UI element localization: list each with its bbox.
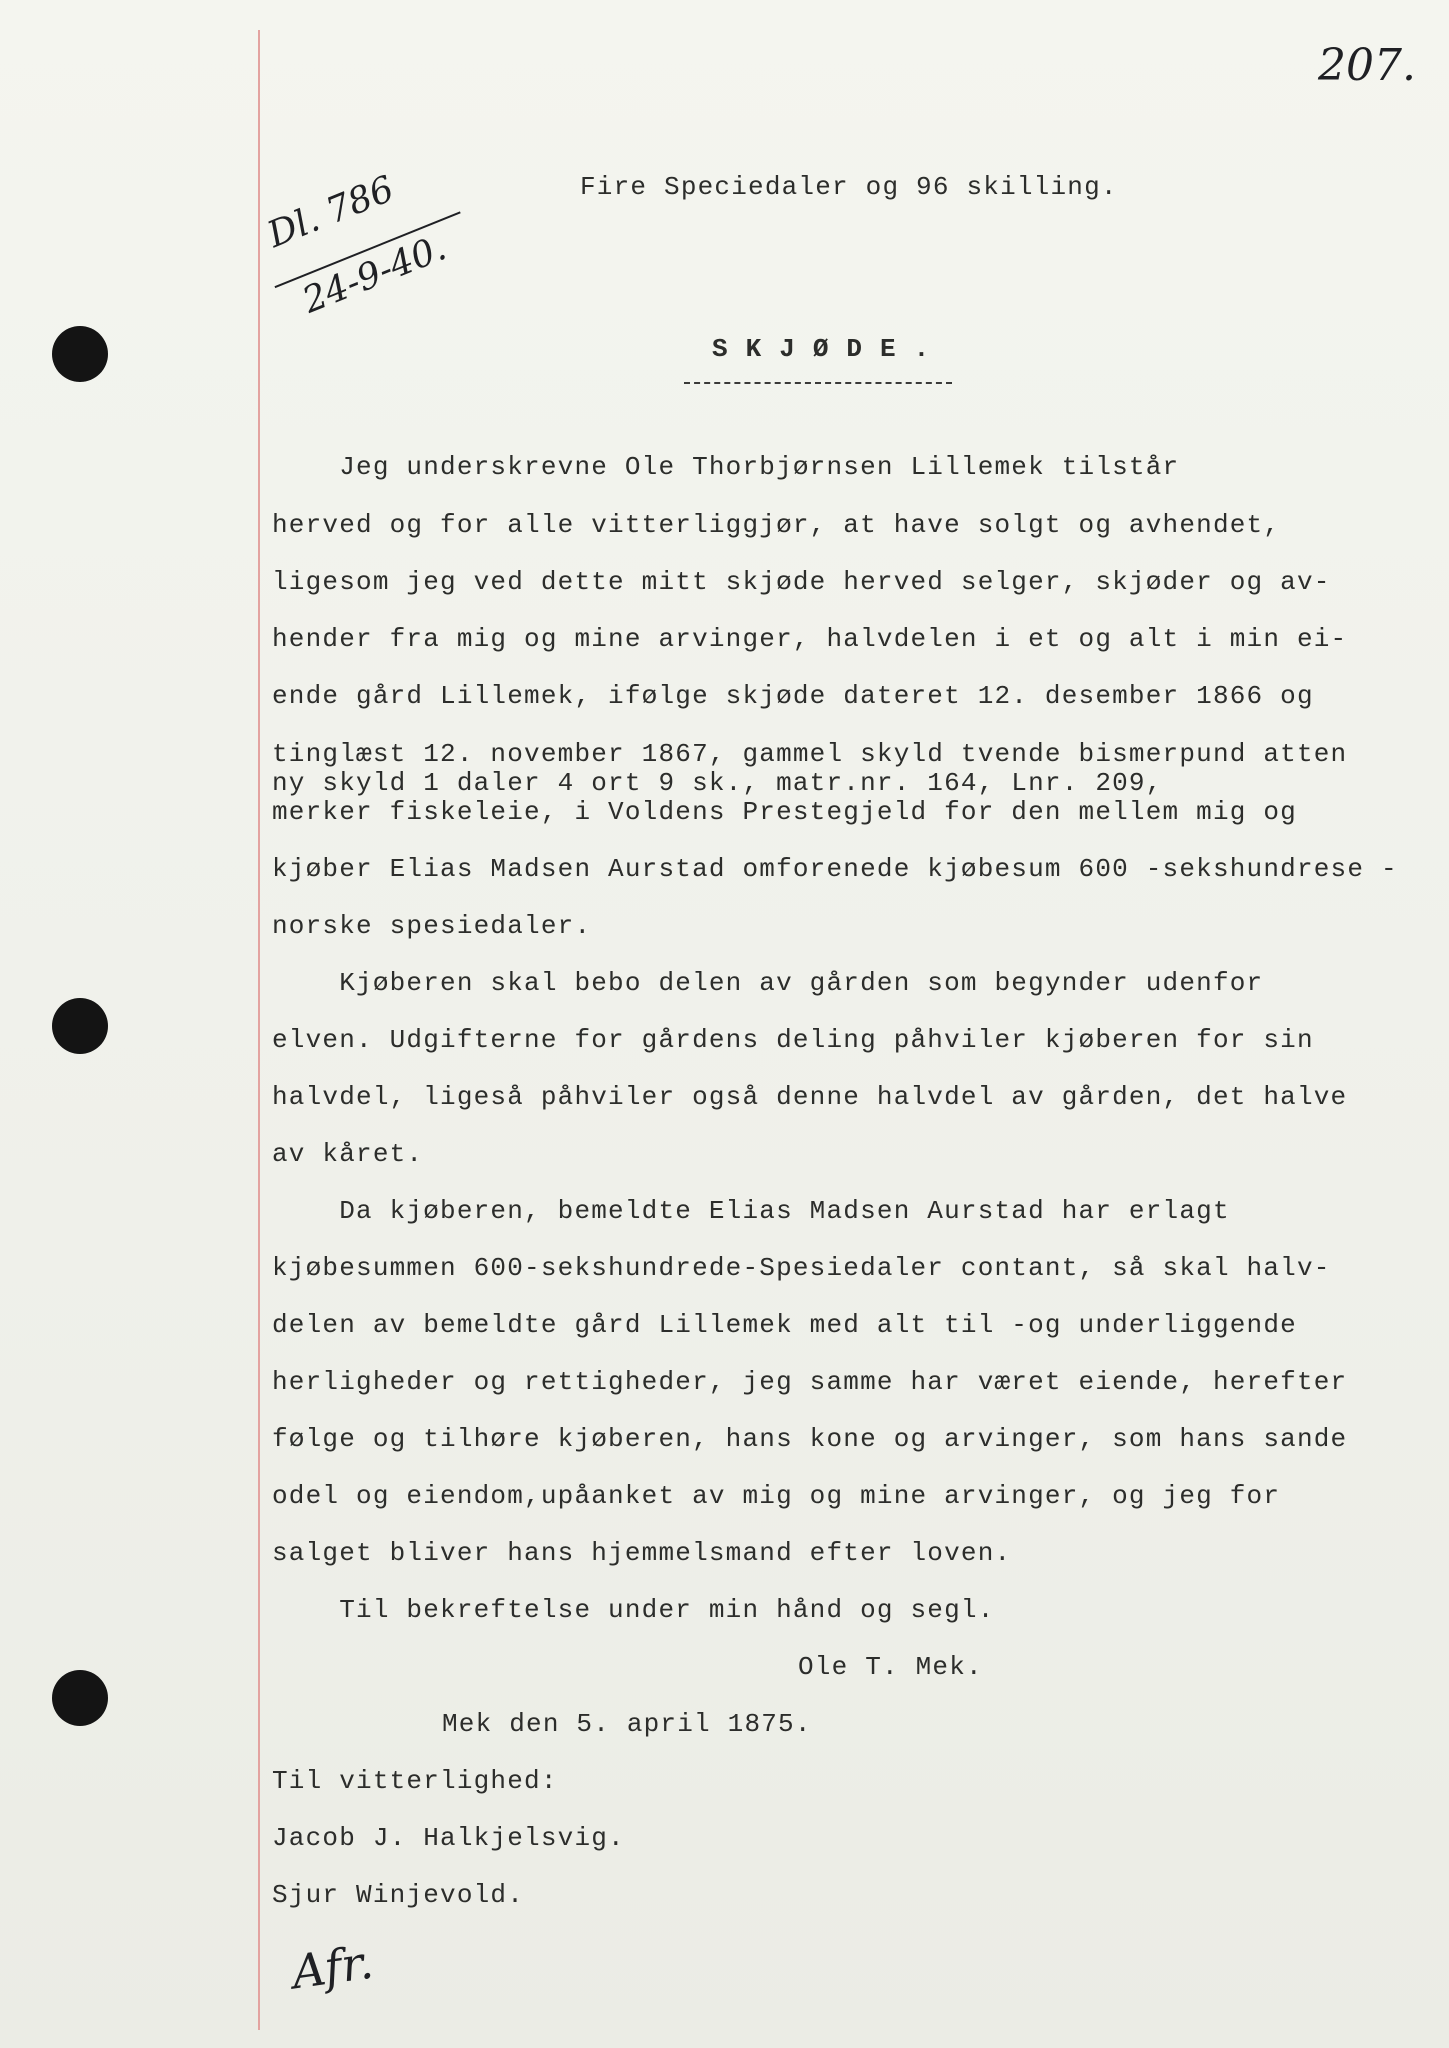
witness-name: Sjur Winjevold.	[272, 1880, 525, 1910]
body-line: odel og eiendom,upåanket av mig og mine arvinger, og jeg for	[272, 1481, 1281, 1511]
place-date: Mek den 5. april 1875.	[442, 1709, 812, 1739]
page-number: 207.	[1318, 40, 1416, 91]
body-line: ny skyld 1 daler 4 ort 9 sk., matr.nr. 164, Lnr. 209,	[272, 768, 1163, 798]
margin-line	[258, 30, 260, 2030]
body-line: av kåret.	[272, 1139, 424, 1169]
body-line: herved og for alle vitterliggjør, at have solgt og avhendet,	[272, 510, 1281, 540]
body-line: ligesom jeg ved dette mitt skjøde herved selger, skjøder og av-	[272, 567, 1331, 597]
body-line: halvdel, ligeså påhviler også denne halvdel av gården, det halve	[272, 1082, 1348, 1112]
body-line: merker fiskeleie, i Voldens Prestegjeld for den mellem mig og	[272, 797, 1297, 827]
body-line: salget bliver hans hjemmelsmand efter loven.	[272, 1538, 1012, 1568]
title-underline	[684, 382, 952, 384]
body-line: norske spesiedaler.	[272, 911, 592, 941]
punch-hole	[52, 326, 108, 382]
body-line: delen av bemeldte gård Lillemek med alt til -og underliggende	[272, 1310, 1297, 1340]
punch-hole	[52, 1670, 108, 1726]
punch-hole	[52, 998, 108, 1054]
witness-heading: Til vitterlighed:	[272, 1766, 558, 1796]
annotation-date: 24-9-40.	[297, 227, 452, 322]
body-line: kjøber Elias Madsen Aurstad omforenede kjøbesum 600 -sekshundrese -	[272, 854, 1398, 884]
body-line: følge og tilhøre kjøberen, hans kone og arvinger, som hans sande	[272, 1424, 1348, 1454]
document-header: Fire Speciedaler og 96 skilling.	[580, 172, 1118, 202]
document-title: S K J Ø D E .	[712, 334, 931, 364]
handwritten-initials: Afr.	[288, 1934, 377, 2000]
annotation-ref: Dl. 786	[262, 168, 400, 257]
body-line: Kjøberen skal bebo delen av gården som begynder udenfor	[272, 968, 1264, 998]
archive-annotation	[262, 143, 504, 357]
body-line: hender fra mig og mine arvinger, halvdelen i et og alt i min ei-	[272, 624, 1348, 654]
signature: Ole T. Mek.	[798, 1652, 983, 1682]
body-line: ende gård Lillemek, ifølge skjøde dateret 12. desember 1866 og	[272, 681, 1314, 711]
body-line: Da kjøberen, bemeldte Elias Madsen Aurstad har erlagt	[272, 1196, 1230, 1226]
witness-name: Jacob J. Halkjelsvig.	[272, 1823, 625, 1853]
body-line: elven. Udgifterne for gårdens deling påhviler kjøberen for sin	[272, 1025, 1314, 1055]
body-line: tinglæst 12. november 1867, gammel skyld tvende bismerpund atten	[272, 739, 1348, 769]
body-line: Jeg underskrevne Ole Thorbjørnsen Lillemek tilstår	[272, 452, 1180, 482]
body-line: kjøbesummen 600-sekshundrede-Spesiedaler contant, så skal halv-	[272, 1253, 1331, 1283]
body-line: herligheder og rettigheder, jeg samme har været eiende, herefter	[272, 1367, 1348, 1397]
body-line: Til bekreftelse under min hånd og segl.	[272, 1595, 995, 1625]
